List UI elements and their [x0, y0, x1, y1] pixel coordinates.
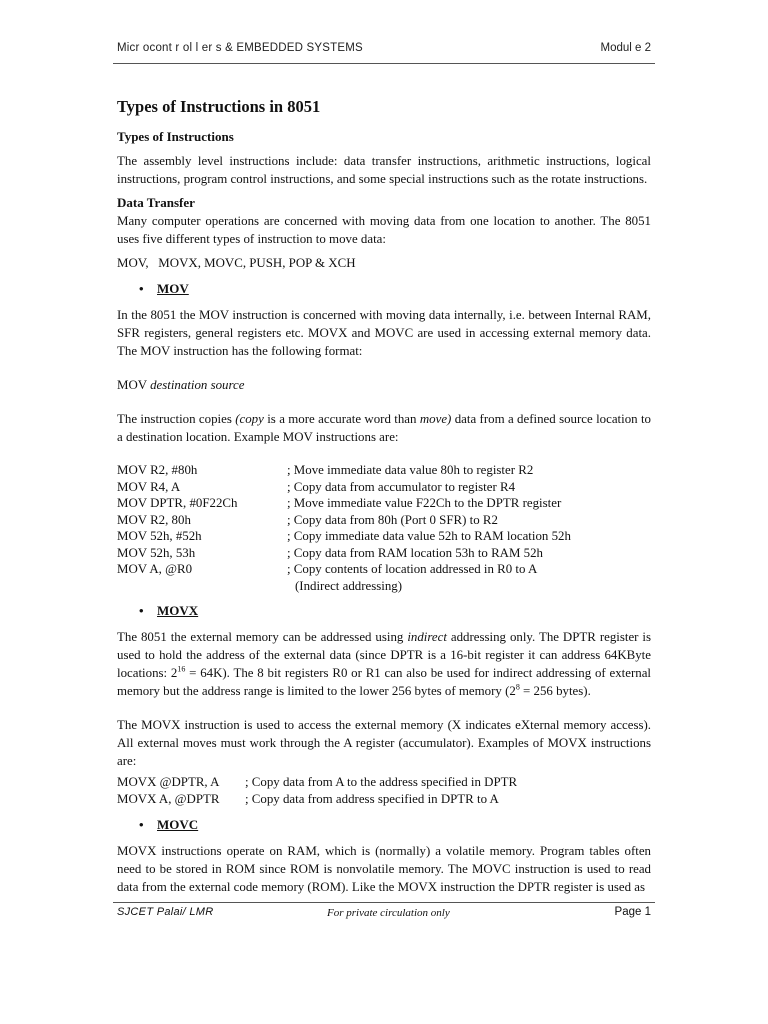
bullet-dot: • [139, 603, 144, 618]
bullet-movx [117, 602, 651, 620]
code-comment: ; Copy data from RAM location 53h to RAM 52h [287, 545, 544, 560]
mov-paragraph: In the 8051 the MOV instruction is concerned with moving data internally, i.e. between Internal RAM, SFR registers, general registers etc. MOVX and MOVC are used in accessing external memory data. The MOV instruction has the following format: [117, 308, 651, 358]
code-comment: ; Copy immediate data value 52h to RAM location 52h [287, 529, 571, 543]
code-instruction: MOV A, @R0 [117, 562, 193, 576]
bullet-label: MOVX [157, 603, 199, 618]
text-run: The instruction copies [117, 412, 236, 426]
text-run: addressing only. The DPTR register is used to hold the address of the external data (since DPTR is a 16-bit register it can address 64KByte locations: 2 [117, 630, 652, 680]
footer-rule [113, 902, 655, 903]
code-comment: ; Move immediate value F22Ch to the DPTR register [287, 496, 562, 510]
text-run: The 8051 the external memory can be addressed using [117, 630, 408, 644]
code-instruction: MOV R2, 80h [117, 512, 191, 527]
mov-format [117, 376, 651, 394]
mov-format-keyword: MOV [117, 378, 151, 392]
bullet-label: MOV [157, 281, 189, 296]
section-heading-data-transfer: Data Transfer [117, 195, 195, 210]
bullet-dot: • [139, 817, 144, 832]
code-comment: ; Copy contents of location addressed in R0 to A [287, 562, 538, 576]
code-comment: ; Copy data from A to the address specified in DPTR [245, 775, 518, 789]
header-rule [113, 63, 655, 64]
code-row [117, 462, 651, 479]
movc-paragraph: MOVX instructions operate on RAM, which is (normally) a volatile memory. Program tables often need to be stored in ROM since ROM is nonvolatile memory. The MOVC instruction is used to read data from the external code memory (ROM). Like the MOVX instruction the DPTR register is used as [117, 844, 651, 894]
header-course-title: Micr ocont r ol l er s & EMBEDDED SYSTEMS [117, 42, 363, 54]
data-transfer-paragraph: Many computer operations are concerned with moving data from one location to another. The 8051 uses five different types of instruction to move data: [117, 214, 651, 246]
bullet-mov [117, 280, 651, 298]
superscript: 8 [515, 682, 520, 692]
text-run-italic: indirect [407, 630, 447, 644]
instruction-list: MOV, MOVX, MOVC, PUSH, POP & XCH [117, 256, 356, 270]
code-instruction: MOV R4, A [117, 479, 181, 494]
code-instruction: MOV DPTR, #0F22Ch [117, 496, 238, 510]
code-row [117, 528, 651, 545]
mov-examples [117, 462, 651, 594]
code-comment: ; Copy data from address specified in DPTR to A [245, 792, 499, 806]
text-run: = 64K). The 8 bit registers R0 or R1 can also be used for indirect addressing of external memory but the address range is limited to the lower 256 bytes of memory (2 [117, 666, 652, 698]
page-content [117, 96, 651, 896]
text-run: data from a defined source location to a destination location. Example MOV instructions are: [117, 412, 652, 444]
movx-paragraph-1 [117, 628, 651, 700]
text-run: = 256 bytes). [519, 684, 591, 698]
code-instruction: MOVX @DPTR, A [117, 775, 220, 789]
superscript: 16 [177, 664, 186, 674]
code-instruction: MOVX A, @DPTR [117, 792, 220, 806]
movx-examples [117, 774, 651, 808]
page-footer [117, 906, 651, 922]
movx-paragraph-2: The MOVX instruction is used to access the external memory (X indicates eXternal memory access). All external moves must work through the A register (accumulator). Examples of MOVX instructions are: [117, 718, 651, 768]
footer-institution: SJCET Palai/ LMR [117, 906, 214, 918]
text-run-italic: move) [419, 412, 452, 426]
bullet-label: MOVC [157, 817, 199, 832]
code-instruction: MOV R2, #80h [117, 463, 198, 477]
code-row [117, 512, 651, 529]
code-row [117, 495, 651, 512]
mov-format-operands: destination source [150, 378, 245, 392]
code-comment: ; Copy data from 80h (Port 0 SFR) to R2 [287, 512, 498, 527]
text-run-italic: (copy [235, 412, 264, 426]
code-row [117, 545, 651, 562]
code-comment: ; Copy data from accumulator to register R4 [287, 479, 516, 494]
page-header [117, 42, 651, 58]
bullet-movc [117, 816, 651, 834]
footer-notice: For private circulation only [327, 907, 450, 919]
types-paragraph: The assembly level instructions include: data transfer instructions, arithmetic instructions, logical instructions, program control instructions, and some special instructions such as the rotate instructions. [117, 154, 651, 186]
section-heading-types: Types of Instructions [117, 129, 234, 144]
mov-copy-paragraph [117, 410, 651, 446]
code-comment: ; Move immediate data value 80h to register R2 [287, 463, 534, 477]
bullet-dot: • [139, 281, 144, 296]
page-title: Types of Instructions in 8051 [117, 97, 321, 116]
code-row [117, 561, 651, 578]
header-module: Modul e 2 [600, 42, 651, 54]
footer-page-number: Page 1 [614, 906, 651, 918]
code-row [117, 479, 651, 496]
text-run: is a more accurate word than [263, 412, 420, 426]
code-row [117, 791, 651, 808]
code-comment-continuation: (Indirect addressing) [295, 578, 403, 593]
code-instruction: MOV 52h, 53h [117, 545, 196, 560]
code-instruction: MOV 52h, #52h [117, 529, 202, 543]
code-row [117, 774, 651, 791]
